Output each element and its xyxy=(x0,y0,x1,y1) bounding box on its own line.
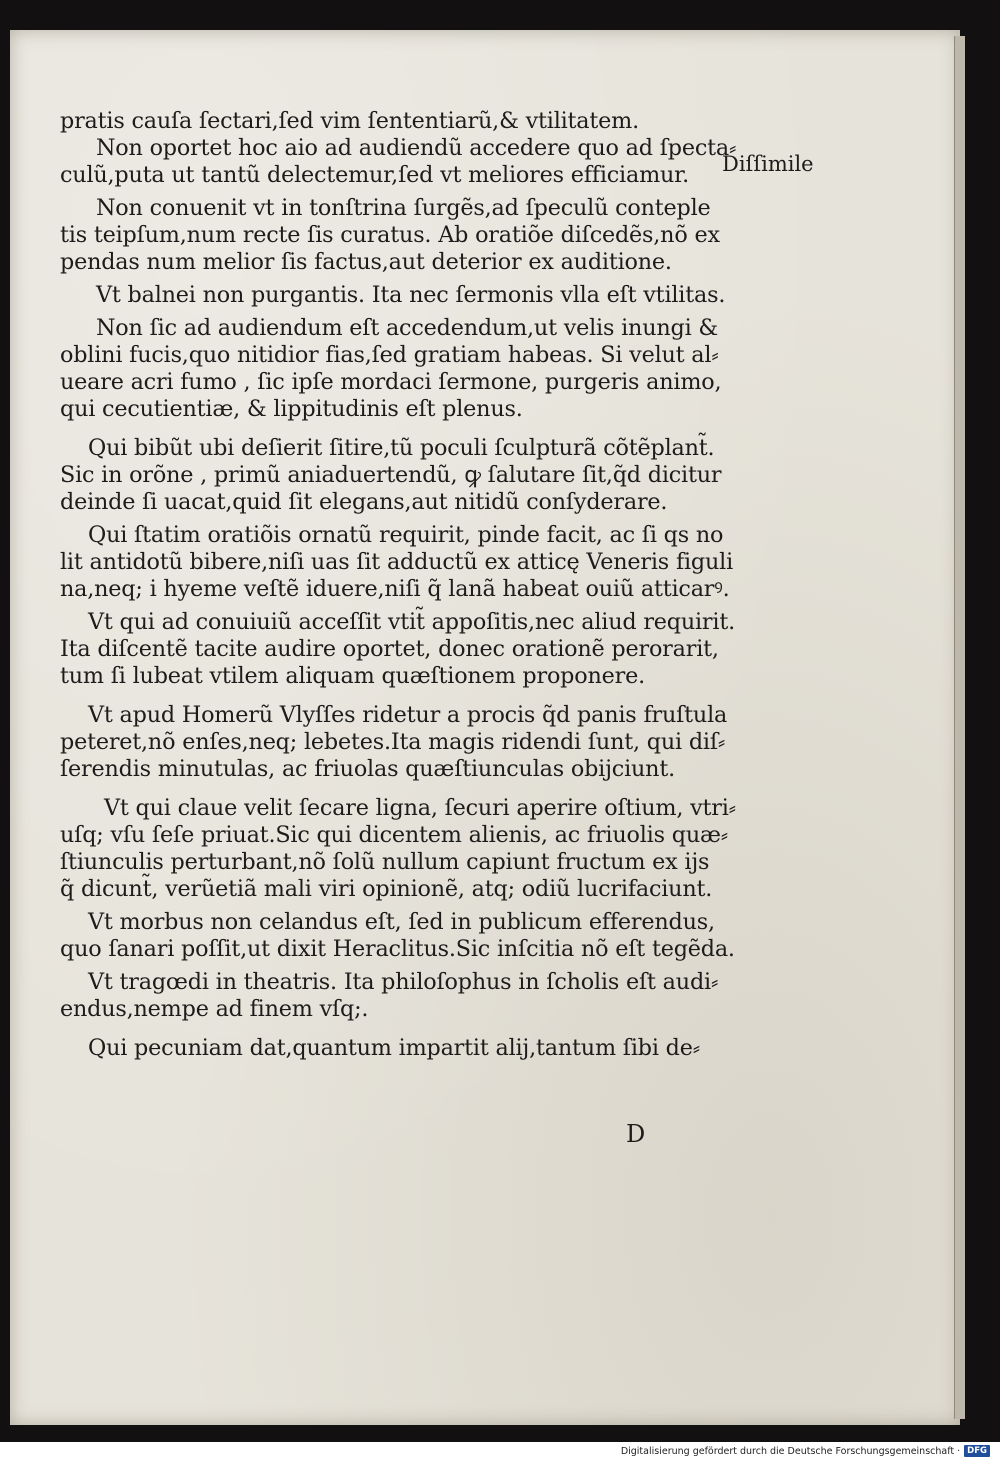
text-line: uſq; vſu ſeſe priuat.Sic qui dicentem alienis, ac friuolis quæ⸗ xyxy=(60,822,728,848)
body-text xyxy=(60,108,737,1062)
signature-mark: D xyxy=(626,1120,646,1148)
digitization-footer xyxy=(621,1443,990,1459)
text-line: Vt qui ad conuiuiũ acceſſit vtit̃ appoſitis,nec aliud requirit. xyxy=(88,609,735,635)
text-line: Qui pecuniam dat,quantum impartit alij,tantum ſibi de⸗ xyxy=(88,1035,700,1061)
text-line: Vt morbus non celandus eſt, ſed in publicum efferendus, xyxy=(88,909,715,935)
text-line: qui cecutientiæ, & lippitudinis eſt plenus. xyxy=(60,396,523,422)
text-line: Sic in orõne , primũ aniaduertendũ, ꝙ ſalutare ſit,q̃d dicitur xyxy=(60,462,722,488)
text-line: quo ſanari poſſit,ut dixit Heraclitus.Sic inſcitia nõ eſt tegẽda. xyxy=(60,936,735,962)
marginal-note: Diſſimile xyxy=(722,152,814,176)
text-line: tum ſi lubeat vtilem aliquam quæſtionem proponere. xyxy=(60,663,645,689)
text-line: deinde ſi uacat,quid ſit elegans,aut nitidũ conſyderare. xyxy=(60,489,668,515)
text-line: Vt qui claue velit ſecare ligna, ſecuri aperire oſtium, vtri⸗ xyxy=(104,795,736,821)
text-line: ſerendis minutulas, ac friuolas quæſtiunculas obijciunt. xyxy=(60,756,675,782)
text-line: na,neq; i hyeme veſtẽ iduere,niſi q̃ lanã habeat ouiũ atticarꝰ. xyxy=(60,576,730,602)
text-line: Vt balnei non purgantis. Ita nec ſermonis vlla eſt vtilitas. xyxy=(96,282,726,308)
text-line: Vt tragœdi in theatris. Ita philoſophus in ſcholis eſt audi⸗ xyxy=(88,969,719,995)
text-line: peteret,nõ enſes,neq; lebetes.Ita magis ridendi ſunt, qui diſ⸗ xyxy=(60,729,726,755)
text-line: q̃ dicunt̃, verũetiã mali viri opinionẽ, atq; odiũ lucrifaciunt. xyxy=(60,876,713,902)
text-line: endus,nempe ad finem vſq;. xyxy=(60,996,369,1022)
text-line: tis teipſum,num recte ſis curatus. Ab oratiõe diſcedẽs,nõ ex xyxy=(60,222,720,248)
text-line: Non ſic ad audiendum eſt accedendum,ut velis inungi & xyxy=(96,315,719,341)
text-line: Qui bibũt ubi deſierit ſitire,tũ poculi ſculpturã cõtẽplant̃. xyxy=(88,435,715,461)
text-line: Ita diſcentẽ tacite audire oportet, donec orationẽ perorarit, xyxy=(60,636,719,662)
text-line: Vt apud Homerũ Vlyſſes ridetur a procis q̃d panis fruſtula xyxy=(88,702,728,728)
text-line: lit antidotũ bibere,niſi uas ſit adductũ ex atticę Veneris figuli xyxy=(60,549,734,575)
text-line: pratis cauſa ſectari,ſed vim ſententiarũ,& vtilitatem. xyxy=(60,108,639,134)
text-line: Qui ſtatim oratiõis ornatũ requirit, pinde facit, ac ſi qs no xyxy=(88,522,724,548)
dfg-logo: DFG xyxy=(964,1445,990,1457)
text-line: pendas num melior ſis factus,aut deterior ex auditione. xyxy=(60,249,672,275)
text-line: culũ,puta ut tantũ delectemur,ſed vt meliores efficiamur. xyxy=(60,162,690,188)
text-line: Non conuenit vt in tonſtrina ſurgẽs,ad ſpeculũ conteple xyxy=(96,195,711,221)
footer-credit: Digitalisierung gefördert durch die Deutsche Forschungsgemeinschaft · xyxy=(620,1445,961,1457)
text-line: ueare acri fumo , ſic ipſe mordaci ſermone, purgeris animo, xyxy=(60,369,722,395)
page-edge xyxy=(954,36,965,1419)
text-line: ſtiunculis perturbant,nõ ſolũ nullum capiunt fructum ex ijs xyxy=(60,849,710,875)
text-line: Non oportet hoc aio ad audiendũ accedere quo ad ſpecta⸗ xyxy=(96,135,737,161)
text-line: oblini fucis,quo nitidior fias,ſed gratiam habeas. Si velut al⸗ xyxy=(60,342,719,368)
